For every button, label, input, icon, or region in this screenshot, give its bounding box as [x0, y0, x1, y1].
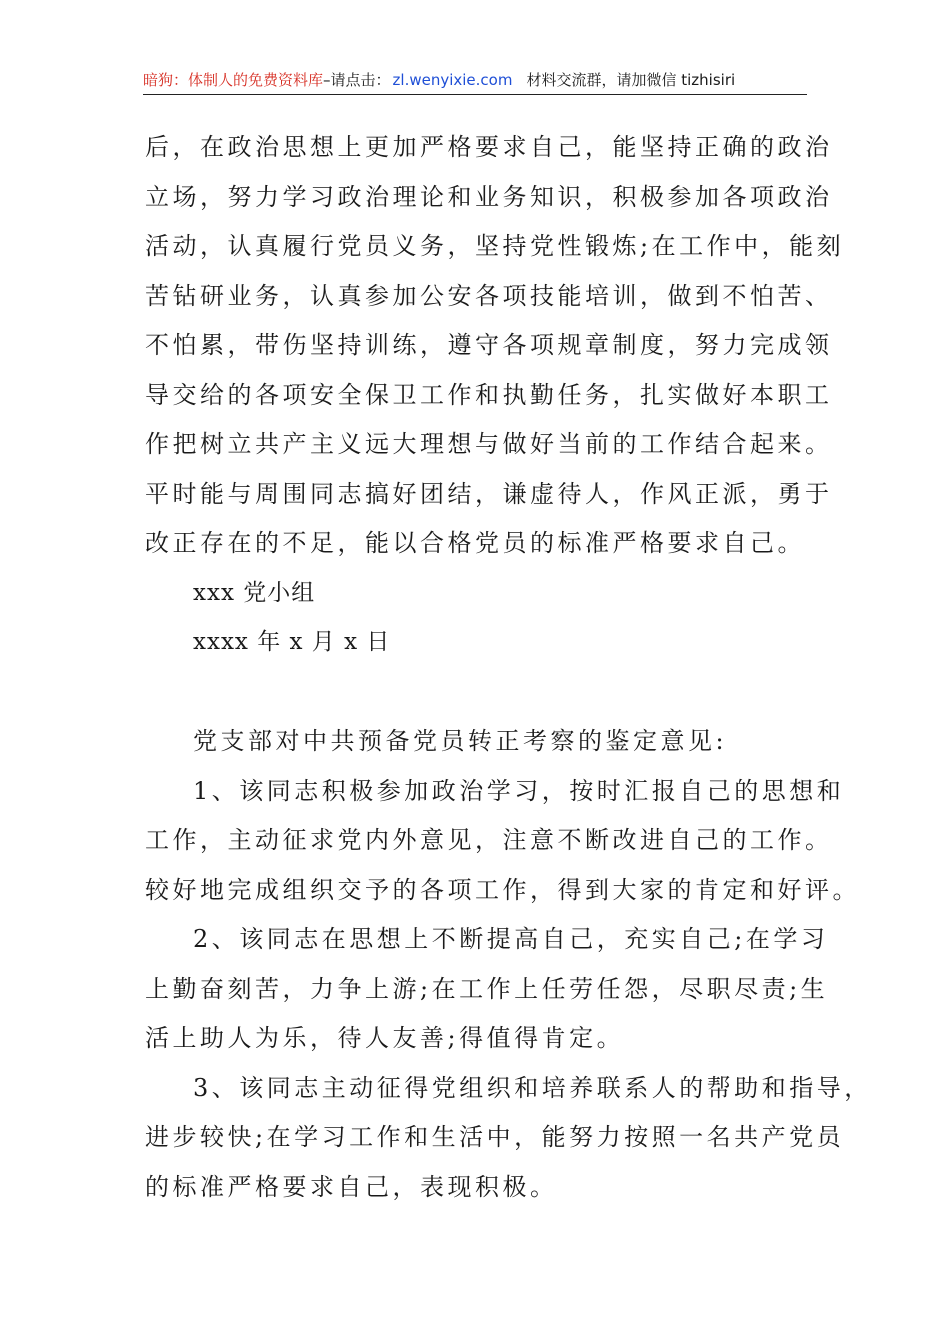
body-line: 不怕累，带伤坚持训练，遵守各项规章制度，努力完成领: [145, 331, 833, 359]
body-line: 立场，努力学习政治理论和业务知识，积极参加各项政治: [145, 182, 833, 211]
opinion-item-3-line: 3、该同志主动征得党组织和培养联系人的帮助和指导，: [193, 1073, 872, 1102]
opinion-item-1-line: 工作，主动征求党内外意见，注意不断改进自己的工作。: [145, 826, 833, 854]
signature-group: xxx 党小组: [193, 579, 316, 606]
opinion-item-1-line: 较好地完成组织交予的各项工作，得到大家的肯定和好评。: [145, 875, 860, 904]
header-prompt: –请点击：: [323, 71, 391, 89]
opinion-item-2-line: 2、该同志在思想上不断提高自己，充实自己;在学习: [193, 925, 829, 953]
body-line: 导交给的各项安全保卫工作和执勤任务，扎实做好本职工: [145, 380, 833, 409]
document-body: [145, 123, 872, 1212]
section-spacer: [145, 668, 815, 718]
header-group-info: 材料交流群，请加微信 tizhisiri: [526, 71, 736, 89]
opinion-heading: 党支部对中共预备党员转正考察的鉴定意见:: [193, 727, 728, 755]
signature-date: xxxx 年 x 月 x 日: [193, 629, 391, 655]
body-line: 后，在政治思想上更加严格要求自己，能坚持正确的政治: [145, 133, 833, 161]
body-line: 苦钻研业务，认真参加公安各项技能培训，做到不怕苦、: [145, 281, 833, 310]
opinion-item-3-line: 的标准严格要求自己，表现积极。: [145, 1172, 558, 1201]
page-header: [143, 66, 807, 95]
opinion-item-2-line: 上勤奋刻苦，力争上游;在工作上任劳任怨，尽职尽责;生: [145, 974, 829, 1003]
opinion-item-2-line: 活上助人为乐，待人友善;得值得肯定。: [145, 1024, 625, 1052]
header-url-link[interactable]: zl.wenyixie.com: [392, 71, 513, 89]
opinion-item-3-line: 进步较快;在学习工作和生活中，能努力按照一名共产党员: [145, 1123, 845, 1151]
body-line: 平时能与周围同志搞好团结，谦虚待人，作风正派，勇于: [145, 479, 833, 508]
body-line: 活动，认真履行党员义务，坚持党性锻炼;在工作中，能刻: [145, 232, 845, 260]
opinion-item-1-line: 1、该同志积极参加政治学习，按时汇报自己的思想和: [193, 776, 845, 805]
body-line: 作把树立共产主义远大理想与做好当前的工作结合起来。: [145, 430, 833, 458]
body-line: 改正存在的不足，能以合格党员的标准严格要求自己。: [145, 529, 805, 557]
header-brand: 暗狗：体制人的免费资料库: [143, 71, 324, 89]
